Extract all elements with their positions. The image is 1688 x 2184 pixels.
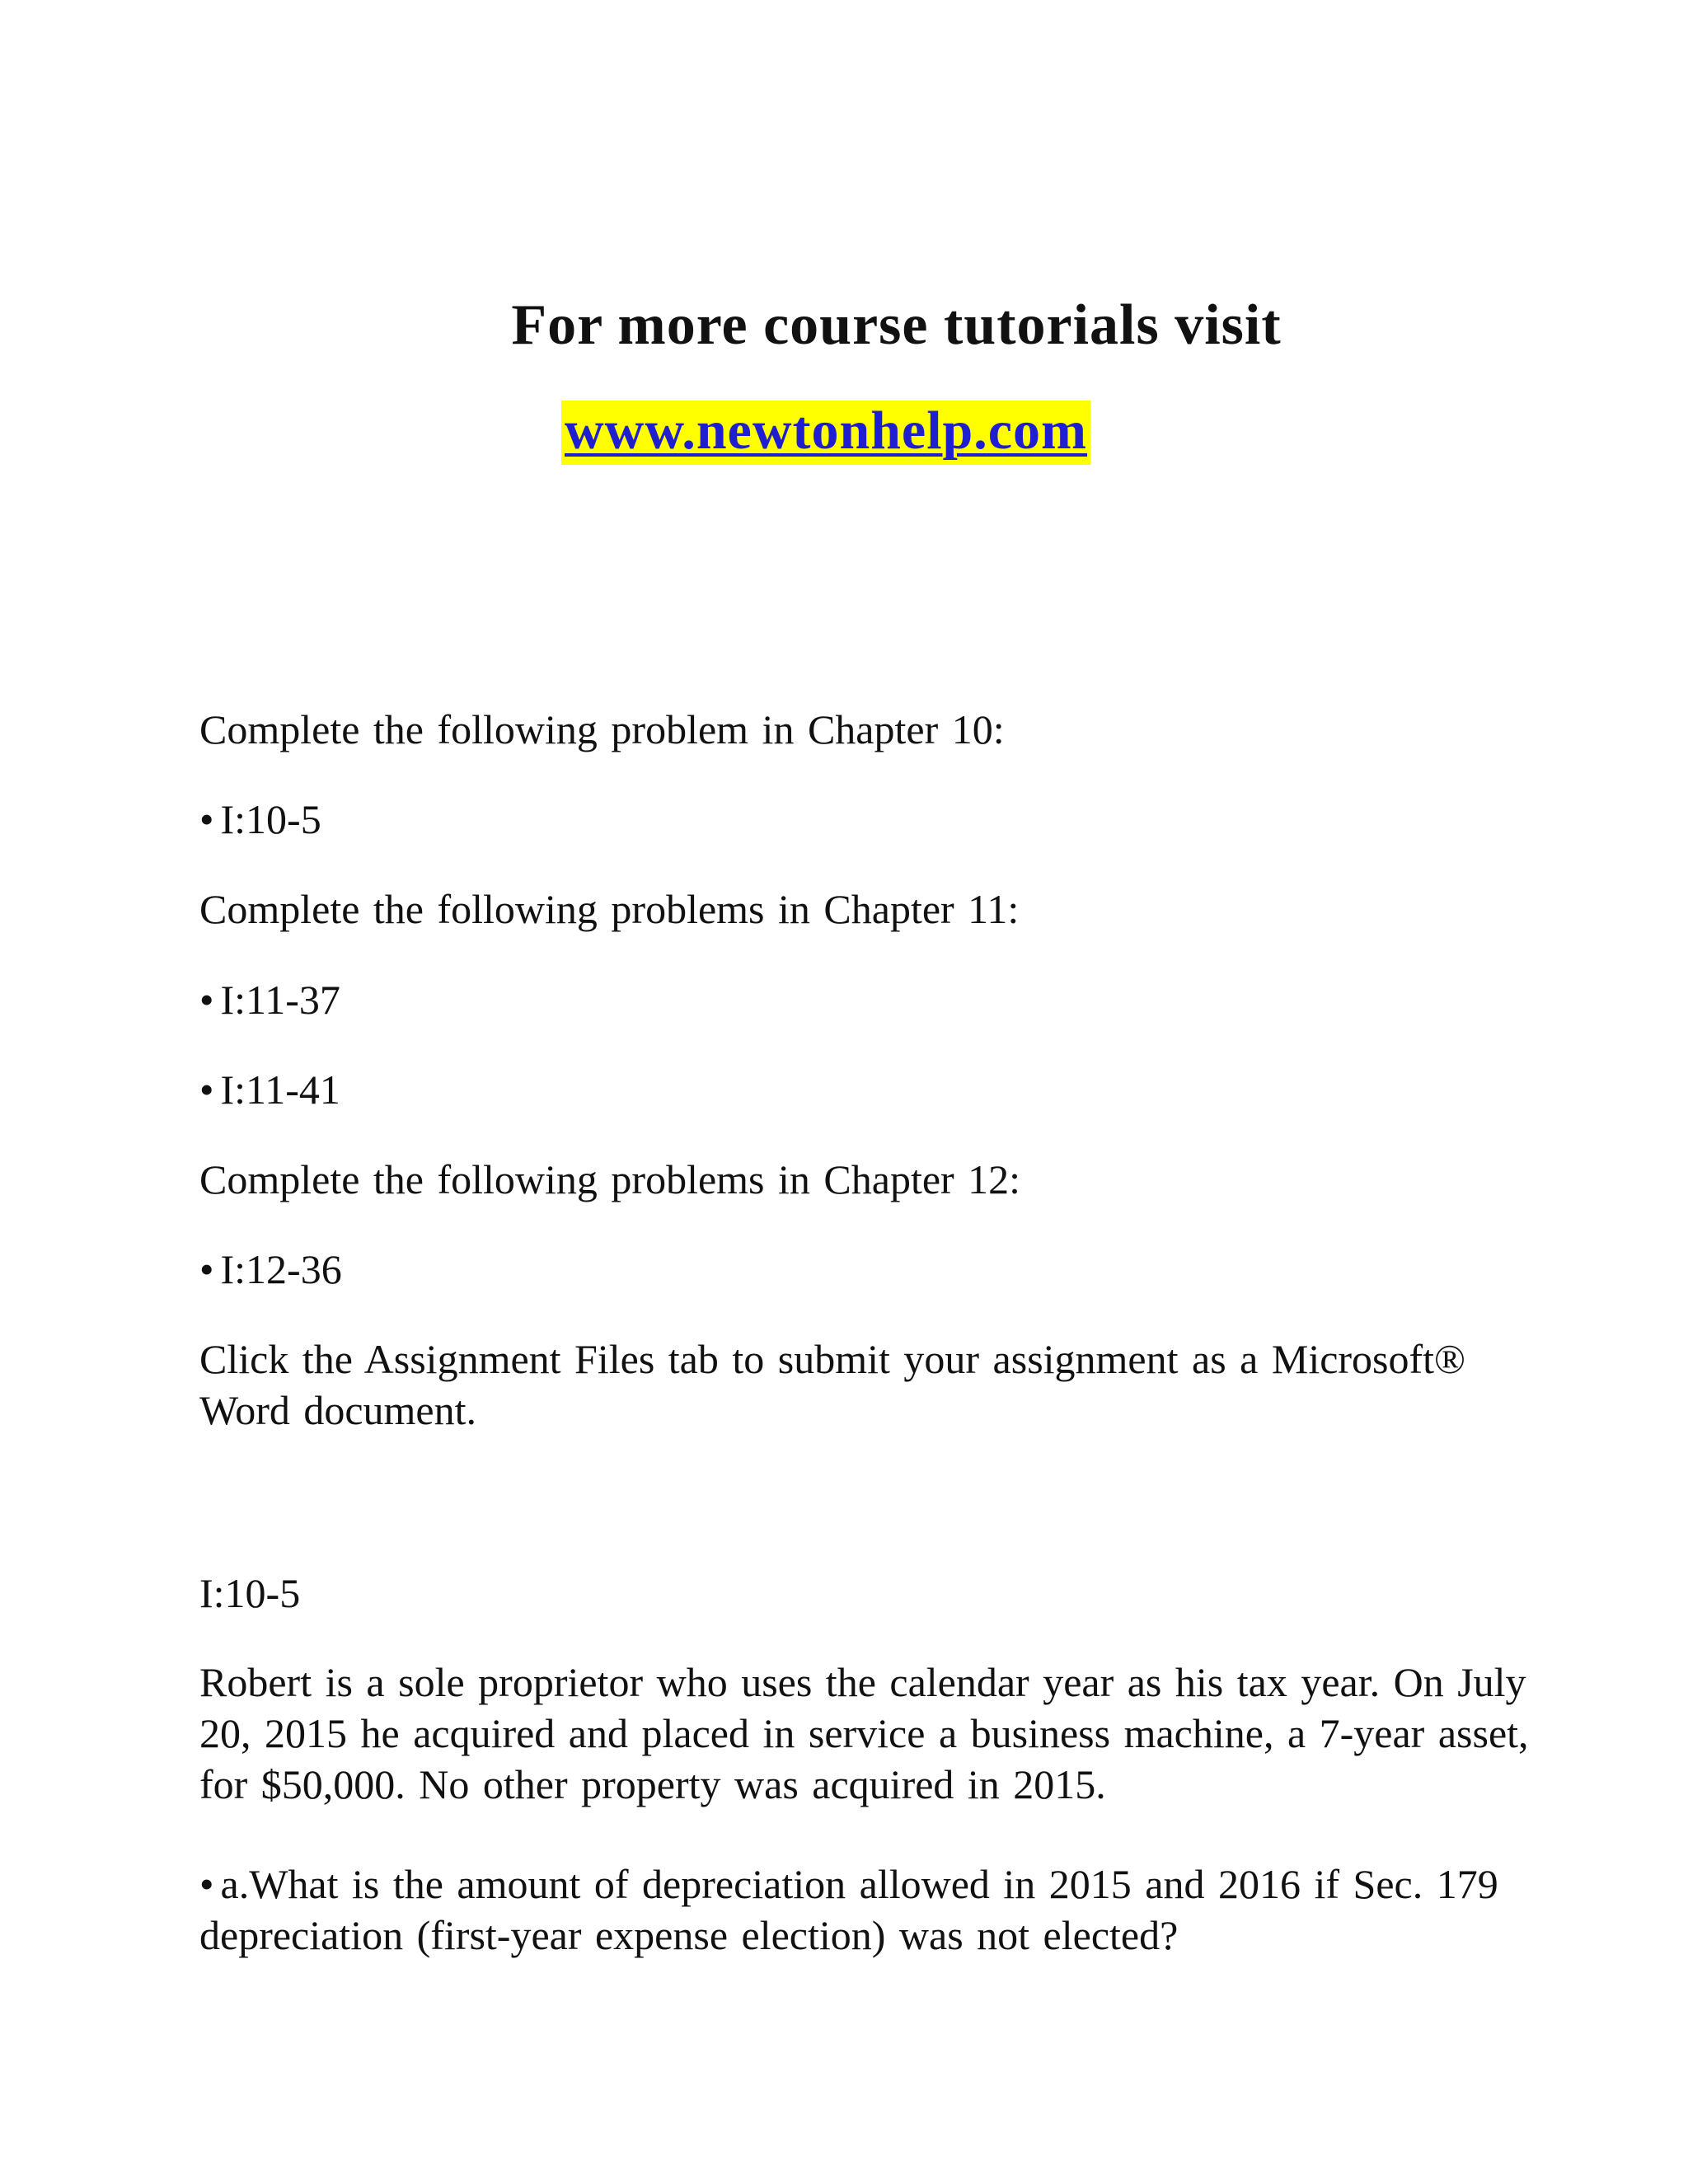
problem-heading: I:10-5 bbox=[199, 1570, 301, 1616]
list-item bbox=[199, 1858, 1535, 1961]
chapter-10-intro: Complete the following problem in Chapter 10: bbox=[199, 706, 1005, 752]
bullet-icon: • bbox=[199, 1861, 214, 1907]
bullet-icon: • bbox=[199, 1246, 214, 1292]
chapter-12-intro: Complete the following problems in Chapter 12: bbox=[199, 1156, 1021, 1202]
bullet-icon: • bbox=[199, 1066, 214, 1113]
problem-text: Robert is a sole proprietor who uses the calendar year as his tax year. On July 20, 2015 he acquired and placed in service a business machine, a 7-year asset, for $50,000. No other property was acquired in 2015. bbox=[199, 1659, 1529, 1807]
list-item bbox=[199, 974, 1535, 1025]
list-item bbox=[199, 1244, 1535, 1295]
chapter-11-intro: Complete the following problems in Chapter 11: bbox=[199, 886, 1020, 932]
problem-ref: I:12-36 bbox=[220, 1246, 342, 1292]
problem-ref: I:11-37 bbox=[220, 977, 340, 1023]
question-text: a.What is the amount of depreciation allowed in 2015 and 2016 if Sec. 179 depreciation (first-year expense election) was not elected? bbox=[199, 1861, 1498, 1958]
problem-ref: I:10-5 bbox=[220, 796, 321, 842]
list-item bbox=[199, 1064, 1535, 1115]
website-link[interactable]: www.newtonhelp.com bbox=[565, 401, 1088, 461]
list-item bbox=[199, 794, 1535, 845]
bullet-icon: • bbox=[199, 796, 214, 842]
bullet-icon: • bbox=[199, 977, 214, 1023]
page-title: For more course tutorials visit bbox=[511, 293, 1282, 357]
submit-instruction: Click the Assignment Files tab to submit your assignment as a Microsoft® Word document. bbox=[199, 1336, 1466, 1433]
highlighted-link-container bbox=[561, 401, 1090, 465]
problem-ref: I:11-41 bbox=[220, 1066, 340, 1113]
